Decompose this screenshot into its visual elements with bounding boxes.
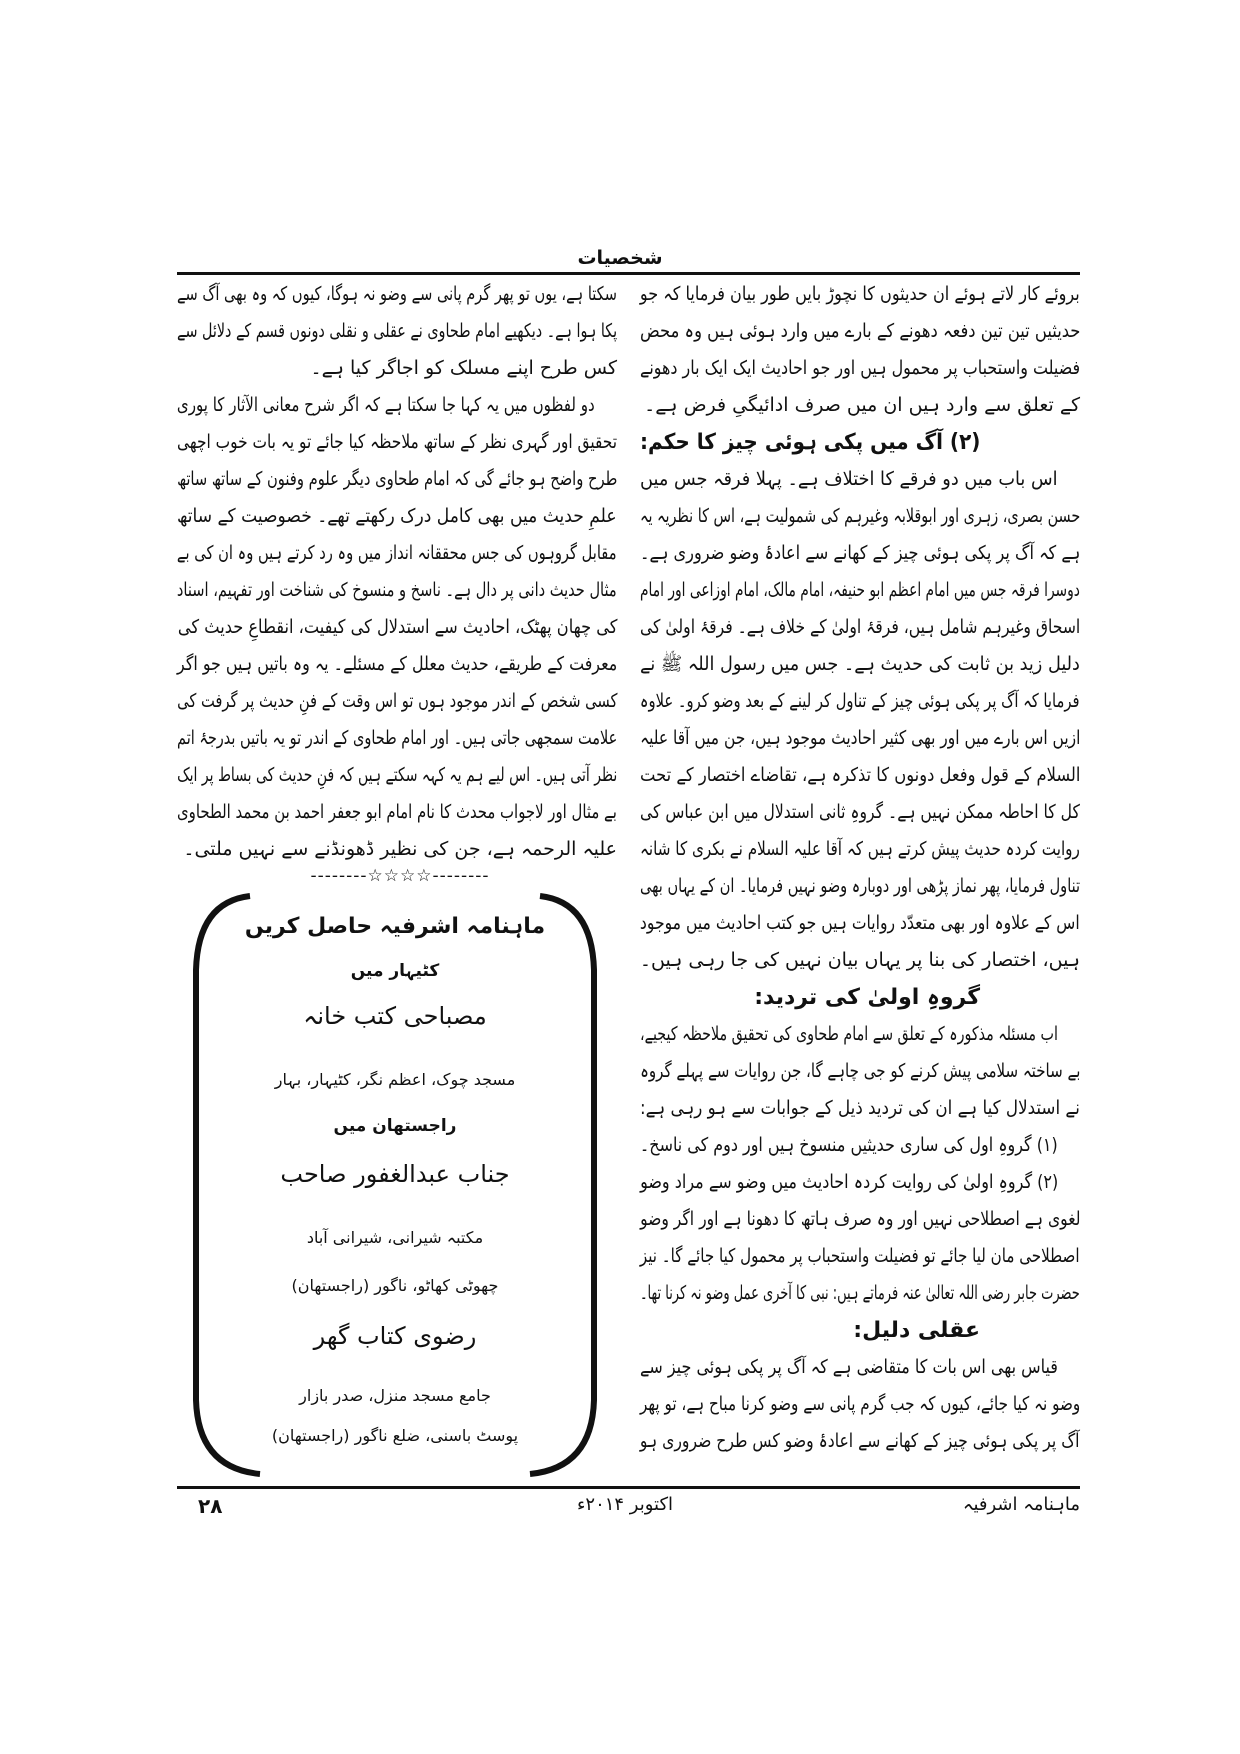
shop-name: جناب عبدالغفور صاحب [280, 1160, 510, 1188]
shop-address: جامع مسجد منزل، صدر بازار [299, 1386, 491, 1405]
text-line: مثال حدیث دانی پر دال ہے۔ ناسخ و منسوخ کی شناخت اور تفہیم، اسناد [177, 579, 617, 601]
text-line: اس باب میں دو فرقے کا اختلاف ہے۔ پہلا فرقہ جس میں [640, 468, 1058, 490]
text-line: کس طرح اپنے مسلک کو اجاگر کیا ہے۔ [310, 357, 617, 379]
text-line: تناول فرمایا، پھر نماز پڑھی اور دوبارہ وضو نہیں فرمایا۔ ان کے یہاں بھی [639, 875, 1080, 897]
shop-address: پوسٹ باسنی، ضلع ناگور (راجستھان) [271, 1426, 519, 1445]
text-line: بے ساختہ سلامی پیش کرنے کو جی چاہے گا، جن روایات سے پہلے گروہ [639, 1060, 1080, 1082]
text-line: بروئے کار لاتے ہوئے ان حدیثوں کا نچوڑ بایں طور بیان فرمایا کہ جو [640, 283, 1080, 305]
issue-date: اکتوبر ۲۰۱۴ء [576, 1494, 674, 1515]
text-line: اس کے علاوہ اور بھی متعدّد روایات ہیں جو کتب احادیث میں موجود [640, 912, 1080, 934]
text-line: دلیل زید بن ثابت کی حدیث ہے۔ جس میں رسول اللہ ﷺ نے [640, 653, 1080, 675]
text-line: ہے کہ آگ پر پکی ہوئی چیز کے کھانے سے اعادۂ وضو ضروری ہے۔ [639, 542, 1080, 564]
text-line: دو لفظوں میں یہ کہا جا سکتا ہے کہ اگر شرح معانی الآثار کا پوری [177, 394, 595, 416]
star-separator: --------☆☆☆☆-------- [310, 866, 490, 886]
text-line: پکا ہوا ہے۔ دیکھیے امام طحاوی نے عقلی و نقلی دونوں قسم کے دلائل سے [176, 320, 617, 342]
footer-rule [177, 1486, 1080, 1489]
subheading: گروہِ اولیٰ کی تردید: [754, 985, 980, 1010]
shop-address: مکتبہ شیرانی، شیرانی آباد [306, 1228, 484, 1247]
text-line: کے تعلق سے وارد ہیں ان میں صرف ادائیگیِ فرض ہے۔ [644, 394, 1080, 416]
magazine-name: ماہنامہ اشرفیہ [962, 1494, 1080, 1515]
shop-name: رضوی کتاب گھر [313, 1322, 477, 1350]
text-line: السلام کے قول وفعل دونوں کا تذکرہ ہے، تقاضاے اختصار کے تحت [639, 764, 1080, 786]
text-line: تحقیق اور گہری نظر کے ساتھ ملاحظہ کیا جائے تو یہ بات خوب اچھی [176, 431, 617, 453]
subscription-ad-box [190, 890, 600, 1480]
text-line: کسی شخص کے اندر موجود ہوں تو اس وقت کے فنِ حدیث پر گرفت کی [176, 690, 617, 712]
text-line: روایت کردہ حدیث پیش کرتے ہیں کہ آقا علیہ السلام نے بکری کا شانہ [640, 838, 1080, 860]
text-line: طرح واضح ہو جائے گی کہ امام طحاوی دیگر علوم وفنون کے ساتھ ساتھ [176, 468, 617, 490]
region-heading: راجستھان میں [333, 1116, 457, 1136]
text-line: ازیں اس بارے میں اور بھی کثیر احادیث موجود ہیں، جن میں آقا علیہ [639, 727, 1080, 749]
text-line: اسحاق وغیرہم شامل ہیں، فرقۂ اولیٰ کے خلاف ہے۔ فرقۂ اولیٰ کی [639, 616, 1080, 638]
text-line: سکتا ہے، یوں تو پھر گرم پانی سے وضو نہ ہوگا، کیوں کہ وہ بھی آگ سے [177, 283, 617, 305]
region-heading: کٹیہار میں [350, 961, 440, 981]
text-line: لغوی ہے اصطلاحی نہیں اور وہ صرف ہاتھ کا دھونا ہے اور اگر وضو [639, 1208, 1080, 1230]
text-line: بے مثال اور لاجواب محدث کا نام امام ابو جعفر احمد بن محمد الطحاوی [177, 801, 617, 823]
text-line: کل کا احاطہ ممکن نہیں ہے۔ گروہِ ثانی استدلال میں ابن عباس کی [640, 801, 1080, 823]
shop-address: چھوٹی کھاٹو، ناگور (راجستھان) [291, 1276, 499, 1295]
text-line: (۲) گروہِ اولیٰ کی روایت کردہ احادیث میں وضو سے مراد وضو [639, 1171, 1058, 1193]
text-line: نظر آتی ہیں۔ اس لیے ہم یہ کہہ سکتے ہیں کہ فنِ حدیث کی بساط پر ایک [176, 764, 617, 786]
page-number: ۲۸ [198, 1494, 223, 1518]
text-line: حدیثیں تین تین دفعہ دھونے کے بارے میں وارد ہوئی ہیں وہ محض [639, 320, 1080, 342]
text-line: نے استدلال کیا ہے ان کی تردید ذیل کے جوابات سے ہو رہی ہے: [640, 1097, 1080, 1119]
text-line: فرمایا کہ آگ پر پکی ہوئی چیز کے تناول کر لینے کے بعد وضو کرو۔ علاوہ [640, 690, 1080, 712]
ad-title: ماہنامہ اشرفیہ حاصل کریں [244, 914, 546, 939]
right-column [640, 276, 1080, 1460]
text-line: معرفت کے طریقے، حدیث معلل کے مسئلے۔ یہ وہ باتیں ہیں جو اگر [176, 653, 617, 675]
text-line: علیہ الرحمہ ہے، جن کی نظیر ڈھونڈنے سے نہیں ملتی۔ [183, 838, 617, 860]
text-line: فضیلت واستحباب پر محمول ہیں اور جو احادیث ایک ایک بار دھونے [639, 357, 1080, 379]
text-line: دوسرا فرقہ جس میں امام اعظم ابو حنیفہ، امام مالک، امام اوزاعی اور امام [640, 579, 1080, 601]
text-line: کی چھان پھٹک، احادیث سے استدلال کی کیفیت، انقطاعِ حدیث کی [177, 616, 617, 638]
text-line: (۱) گروہِ اول کی ساری حدیثیں منسوخ ہیں اور دوم کی ناسخ۔ [640, 1134, 1058, 1156]
text-line: وضو نہ کیا جائے، کیوں کہ جب گرم پانی سے وضو کرنا مباح ہے، تو پھر [639, 1393, 1080, 1415]
text-line: آگ پر پکی ہوئی چیز کے کھانے سے اعادۂ وضو کس طرح ضروری ہو [640, 1430, 1080, 1452]
text-line: ہیں، اختصار کی بنا پر یہاں بیان نہیں کی جا رہی ہیں۔ [639, 949, 1080, 971]
header-rule [177, 272, 1080, 275]
left-column [177, 276, 617, 868]
text-line: قیاس بھی اس بات کا متقاضی ہے کہ آگ پر پکی ہوئی چیز سے [640, 1356, 1058, 1378]
shop-name: مصباحی کتب خانہ [303, 1002, 487, 1030]
text-line: مقابل گروہوں کی جس محققانہ انداز میں وہ رد کرتے ہیں وہ ان کی بے [177, 542, 617, 564]
text-line: علمِ حدیث میں بھی کامل درک رکھتے تھے۔ خصوصیت کے ساتھ [177, 505, 617, 527]
text-line: علامت سمجھی جاتی ہیں۔ اور امام طحاوی کے اندر تو یہ باتیں بدرجۂ اتم [176, 727, 617, 749]
text-line: حسن بصری، زہری اور ابوقلابہ وغیرہم کی شمولیت ہے، اس کا نظریہ یہ [639, 505, 1080, 527]
text-line: اصطلاحی مان لیا جائے تو فضیلت واستحباب پر محمول کیا جائے گا۔ نیز [640, 1245, 1080, 1267]
section-title: شخصیات [577, 247, 663, 269]
subheading: (۲) آگ میں پکی ہوئی چیز کا حکم: [639, 430, 980, 455]
text-line: اب مسئلہ مذکورہ کے تعلق سے امام طحاوی کی تحقیق ملاحظہ کیجیے، [640, 1023, 1058, 1045]
text-line: حضرت جابر رضی اللہ تعالیٰ عنہ فرماتے ہیں: نبی کا آخری عمل وضو نہ کرنا تھا۔ [640, 1282, 1080, 1304]
subheading: عقلی دلیل: [853, 1318, 980, 1343]
shop-address: مسجد چوک، اعظم نگر، کٹیہار، بہار [274, 1070, 516, 1089]
